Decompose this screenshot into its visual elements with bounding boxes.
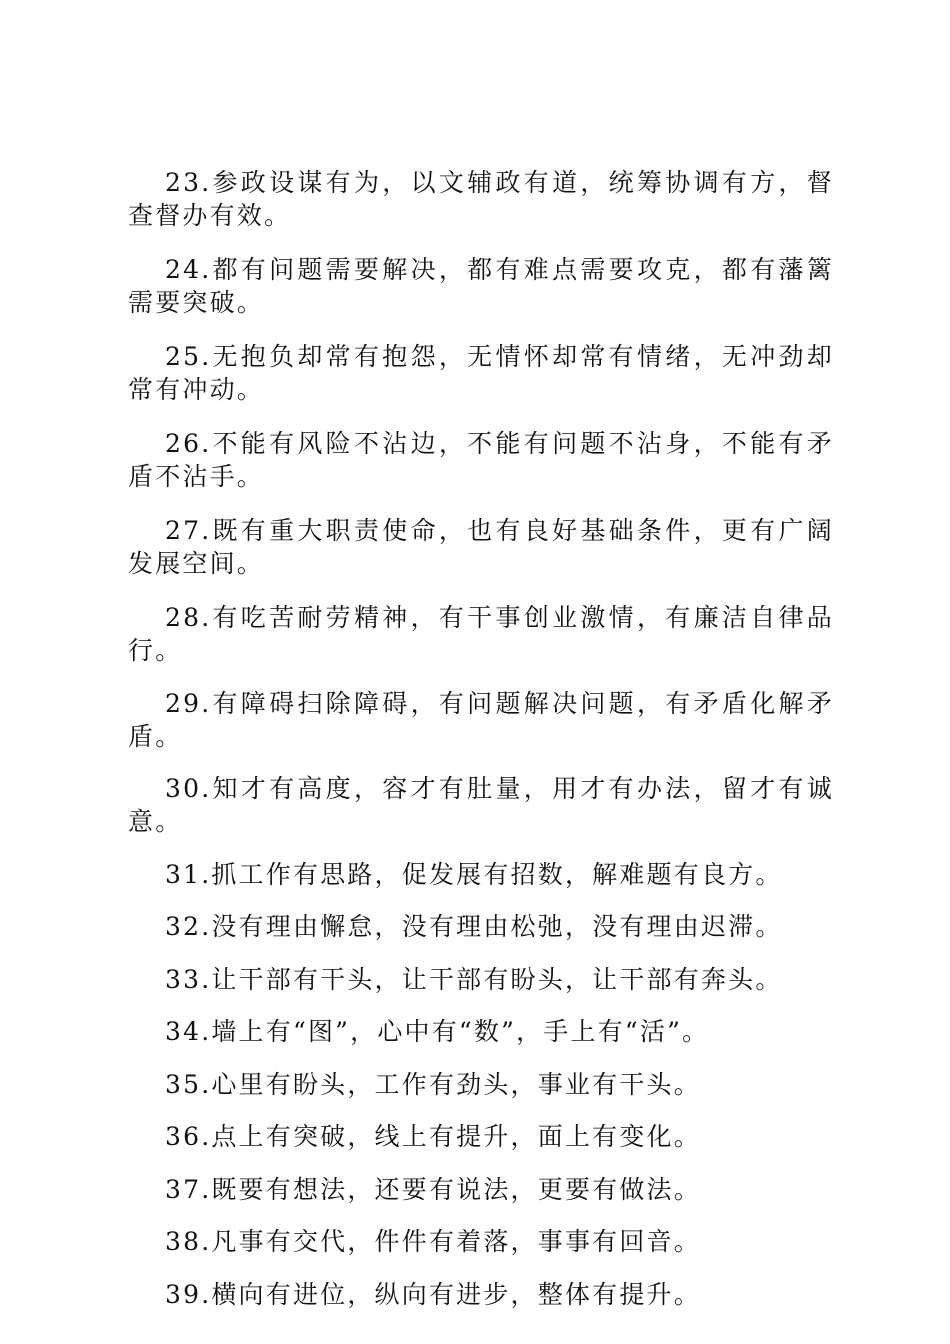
list-item: 27.既有重大职责使命，也有良好基础条件，更有广阔发展空间。 [128,516,834,578]
list-item: 36.点上有突破，线上有提升，面上有变化。 [165,1122,701,1151]
list-item: 24.都有问题需要解决，都有难点需要攻克，都有藩篱需要突破。 [128,255,834,317]
list-item: 28.有吃苦耐劳精神，有干事创业激情，有廉洁自律品行。 [128,603,834,665]
list-item: 32.没有理由懈怠，没有理由松弛，没有理由迟滞。 [165,912,783,941]
list-item: 33.让干部有干头，让干部有盼头，让干部有奔头。 [165,964,783,994]
list-item: 29.有障碍扫除障碍，有问题解决问题，有矛盾化解矛盾。 [128,688,834,751]
list-item: 37.既要有想法，还要有说法，更要有做法。 [165,1174,701,1204]
list-item: 25.无抱负却常有抱怨，无情怀却常有情绪，无冲劲却常有冲动。 [128,342,834,404]
list-item: 23.参政设谋有为，以文辅政有道，统筹协调有方，督查督办有效。 [128,168,834,230]
list-item: 35.心里有盼头，工作有劲头，事业有干头。 [165,1069,701,1099]
list-item: 26.不能有风险不沾边，不能有问题不沾身，不能有矛盾不沾手。 [128,429,834,491]
list-item: 38.凡事有交代，件件有着落，事事有回音。 [165,1227,701,1256]
list-item: 34.墙上有“图”，心中有“数”，手上有“活”。 [165,1017,710,1046]
list-item: 30.知才有高度，容才有肚量，用才有办法，留才有诚意。 [128,774,834,836]
list-item: 31.抓工作有思路，促发展有招数，解难题有良方。 [165,859,783,889]
list-item: 39.横向有进位，纵向有进步，整体有提升。 [165,1279,701,1309]
document-body [128,166,834,1330]
